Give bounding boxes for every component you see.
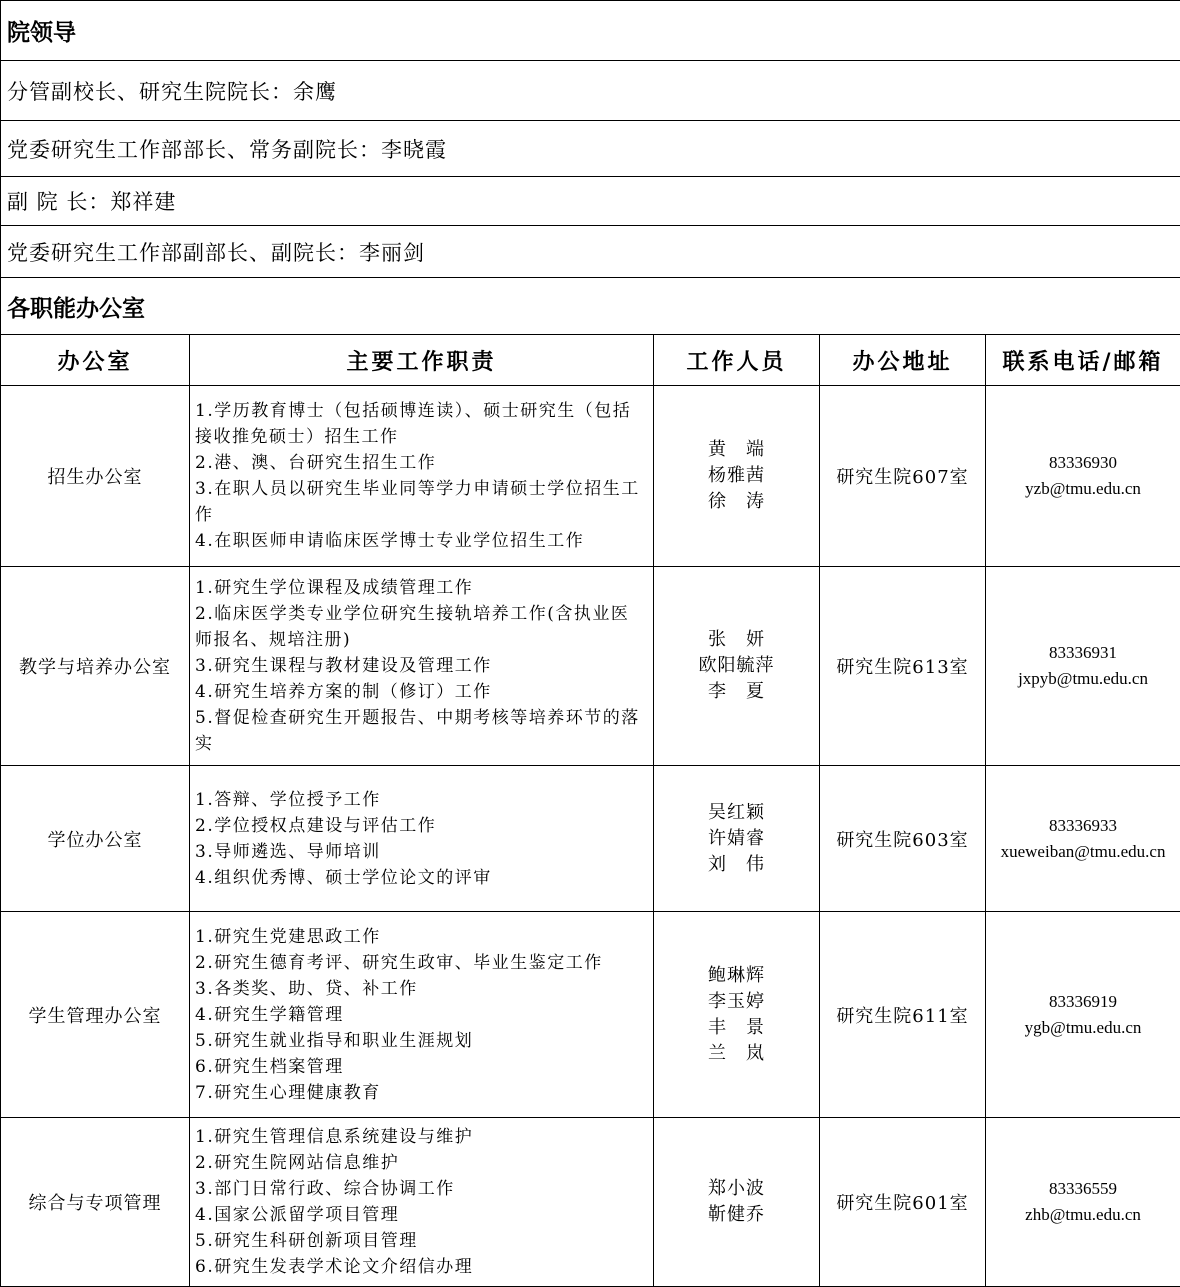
duty-item: 5.督促检查研究生开题报告、中期考核等培养环节的落实	[195, 705, 647, 757]
staff-name: 兰 岚	[654, 1041, 819, 1067]
duty-item: 3.在职人员以研究生毕业同等学力申请硕士学位招生工作	[195, 476, 647, 528]
column-header-contact: 联系电话/邮箱	[986, 335, 1180, 386]
office-row	[1, 386, 1180, 567]
phone-number: 83336933	[986, 813, 1180, 839]
duty-item: 7.研究生心理健康教育	[195, 1080, 647, 1106]
office-contact	[986, 912, 1180, 1118]
office-staff	[654, 912, 820, 1118]
column-header-staff: 工作人员	[654, 335, 820, 386]
email-address[interactable]: yzb@tmu.edu.cn	[986, 476, 1180, 502]
duty-item: 6.研究生档案管理	[195, 1054, 647, 1080]
staff-name: 徐 涛	[654, 489, 819, 515]
staff-name: 郑小波	[654, 1176, 819, 1202]
office-row	[1, 912, 1180, 1118]
duty-item: 4.研究生学籍管理	[195, 1002, 647, 1028]
office-staff	[654, 1118, 820, 1287]
duty-item: 2.学位授权点建设与评估工作	[195, 813, 647, 839]
staff-name: 李 夏	[654, 679, 819, 705]
staff-name: 杨雅茜	[654, 463, 819, 489]
office-address: 研究生院611室	[820, 912, 986, 1118]
duty-item: 2.临床医学类专业学位研究生接轨培养工作(含执业医师报名、规培注册)	[195, 601, 647, 653]
office-row	[1, 766, 1180, 912]
email-address[interactable]: xueweiban@tmu.edu.cn	[986, 839, 1180, 865]
email-address[interactable]: zhb@tmu.edu.cn	[986, 1202, 1180, 1228]
duty-item: 5.研究生科研创新项目管理	[195, 1228, 647, 1254]
office-name: 学位办公室	[1, 766, 190, 912]
leader-item: 分管副校长、研究生院院长：余鹰	[1, 61, 1180, 121]
office-contact	[986, 386, 1180, 567]
office-address: 研究生院613室	[820, 567, 986, 766]
office-row	[1, 567, 1180, 766]
office-address: 研究生院603室	[820, 766, 986, 912]
duty-item: 3.研究生课程与教材建设及管理工作	[195, 653, 647, 679]
leader-item: 党委研究生工作部副部长、副院长：李丽剑	[1, 226, 1180, 278]
duty-item: 1.研究生党建思政工作	[195, 924, 647, 950]
staff-name: 鲍琳辉	[654, 963, 819, 989]
office-staff	[654, 386, 820, 567]
office-address: 研究生院607室	[820, 386, 986, 567]
email-address[interactable]: ygb@tmu.edu.cn	[986, 1015, 1180, 1041]
office-name: 学生管理办公室	[1, 912, 190, 1118]
duty-item: 2.港、澳、台研究生招生工作	[195, 450, 647, 476]
phone-number: 83336931	[986, 640, 1180, 666]
phone-number: 83336930	[986, 450, 1180, 476]
office-contact	[986, 766, 1180, 912]
office-duties	[190, 1118, 654, 1287]
duty-item: 4.组织优秀博、硕士学位论文的评审	[195, 865, 647, 891]
leader-item: 副 院 长：郑祥建	[1, 177, 1180, 226]
phone-number: 83336919	[986, 989, 1180, 1015]
email-address[interactable]: jxpyb@tmu.edu.cn	[986, 666, 1180, 692]
duty-item: 2.研究生院网站信息维护	[195, 1150, 647, 1176]
column-header-address: 办公地址	[820, 335, 986, 386]
staff-name: 李玉婷	[654, 989, 819, 1015]
duty-item: 1.研究生管理信息系统建设与维护	[195, 1124, 647, 1150]
office-address: 研究生院601室	[820, 1118, 986, 1287]
duty-item: 3.导师遴选、导师培训	[195, 839, 647, 865]
duty-item: 3.各类奖、助、贷、补工作	[195, 976, 647, 1002]
office-duties	[190, 766, 654, 912]
staff-name: 刘 伟	[654, 852, 819, 878]
office-name: 综合与专项管理	[1, 1118, 190, 1287]
staff-name: 丰 景	[654, 1015, 819, 1041]
column-header-row	[1, 335, 1180, 386]
duty-item: 4.国家公派留学项目管理	[195, 1202, 647, 1228]
staff-name: 黄 端	[654, 437, 819, 463]
staff-name: 许婧睿	[654, 826, 819, 852]
duty-item: 3.部门日常行政、综合协调工作	[195, 1176, 647, 1202]
duty-item: 6.研究生发表学术论文介绍信办理	[195, 1254, 647, 1280]
duty-item: 2.研究生德育考评、研究生政审、毕业生鉴定工作	[195, 950, 647, 976]
staff-name: 靳健乔	[654, 1202, 819, 1228]
phone-number: 83336559	[986, 1176, 1180, 1202]
office-contact	[986, 567, 1180, 766]
office-name: 招生办公室	[1, 386, 190, 567]
offices-section-title: 各职能办公室	[1, 278, 1180, 335]
leadership-title: 院领导	[1, 1, 1180, 61]
leader-item: 党委研究生工作部部长、常务副院长：李晓霞	[1, 121, 1180, 177]
duty-item: 5.研究生就业指导和职业生涯规划	[195, 1028, 647, 1054]
duty-item: 1.研究生学位课程及成绩管理工作	[195, 575, 647, 601]
staff-name: 吴红颖	[654, 800, 819, 826]
office-duties	[190, 567, 654, 766]
office-duties	[190, 912, 654, 1118]
office-staff	[654, 766, 820, 912]
office-contact	[986, 1118, 1180, 1287]
duty-item: 1.答辩、学位授予工作	[195, 787, 647, 813]
duty-item: 4.研究生培养方案的制（修订）工作	[195, 679, 647, 705]
duty-item: 1.学历教育博士（包括硕博连读）、硕士研究生（包括接收推免硕士）招生工作	[195, 398, 647, 450]
office-duties	[190, 386, 654, 567]
staff-name: 欧阳毓萍	[654, 653, 819, 679]
column-header-duties: 主要工作职责	[190, 335, 654, 386]
staff-name: 张 妍	[654, 627, 819, 653]
office-name: 教学与培养办公室	[1, 567, 190, 766]
office-row	[1, 1118, 1180, 1287]
column-header-office: 办公室	[1, 335, 190, 386]
office-staff	[654, 567, 820, 766]
duty-item: 4.在职医师申请临床医学博士专业学位招生工作	[195, 528, 647, 554]
